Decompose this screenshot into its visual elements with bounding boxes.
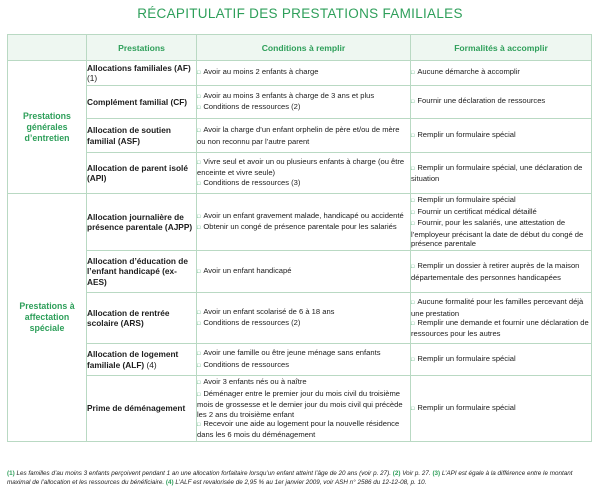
prestation-name xyxy=(87,119,197,153)
checkbox-bullet-icon: □ xyxy=(197,93,201,100)
formalite-text: Remplir une demande et fournir une déclaration de ressources pour les autres xyxy=(411,318,589,339)
condition-item xyxy=(197,377,410,388)
formalites-cell xyxy=(411,251,592,293)
condition-item xyxy=(197,419,410,440)
table-row xyxy=(8,194,592,251)
footnote-ref: (4) xyxy=(144,359,157,370)
condition-item xyxy=(197,307,410,318)
condition-item xyxy=(197,222,410,233)
formalite-text: Remplir un dossier à retirer auprès de la maison départementale des personnes handicapées xyxy=(411,261,580,282)
table-row xyxy=(8,344,592,376)
footnote-text: Les familles d’au moins 3 enfants perçoivent pendant 1 an une allocation forfaitaire lorsqu’un enfant atteint l’âge de 20 ans (voir p. 27). xyxy=(14,470,393,477)
formalite-text: Fournir un certificat médical détaillé xyxy=(417,206,537,216)
checkbox-bullet-icon: □ xyxy=(411,70,415,77)
condition-item xyxy=(197,91,410,102)
document-title: RÉCAPITULATIF DES PRESTATIONS FAMILIALES xyxy=(137,6,463,21)
formalite-item xyxy=(411,163,591,184)
condition-text: Recevoir une aide au logement pour la nouvelle résidence dans les 6 mois du déménagement xyxy=(197,418,400,440)
table-row xyxy=(8,119,592,153)
conditions-cell xyxy=(197,119,411,153)
condition-text: Vivre seul et avoir un ou plusieurs enfants à charge (ou être enceinte et vivre seule) xyxy=(197,156,405,178)
formalite-text: Aucune formalité pour les familles percevant déjà une prestation xyxy=(411,297,584,318)
formalites-cell xyxy=(411,86,592,119)
condition-text: Avoir un enfant handicapé xyxy=(203,265,292,275)
conditions-cell xyxy=(197,293,411,344)
footnote-ref: (1) xyxy=(87,73,98,83)
prestation-name-text: Prime de déménagement xyxy=(87,403,186,414)
formalite-text: Fournir, pour les salariés, une attestation de l’employeur précisant la date de début du congé de présence parentale xyxy=(411,218,584,249)
condition-item xyxy=(197,348,410,359)
prestation-name-text: Allocation de parent isolé (API) xyxy=(87,162,188,183)
formalite-text: Remplir un formulaire spécial xyxy=(417,195,516,205)
condition-text: Avoir au moins 3 enfants à charge de 3 ans et plus xyxy=(203,90,375,100)
footnote-mark: (2) xyxy=(392,470,401,477)
formalite-item xyxy=(411,195,591,206)
prestation-name xyxy=(87,153,197,194)
checkbox-bullet-icon: □ xyxy=(411,300,415,307)
formalite-item xyxy=(411,297,591,318)
prestation-name-text: Allocation d’éducation de l’enfant handicapé (ex-AES) xyxy=(87,256,188,287)
condition-item xyxy=(197,125,410,146)
formalite-text: Remplir un formulaire spécial xyxy=(417,129,516,139)
checkbox-bullet-icon: □ xyxy=(197,225,201,231)
checkbox-bullet-icon: □ xyxy=(197,421,201,428)
category-label: Prestations à affectation spéciale xyxy=(8,194,87,442)
checkbox-bullet-icon: □ xyxy=(411,198,415,205)
prestation-name xyxy=(87,376,197,442)
conditions-cell xyxy=(197,153,411,194)
checkbox-bullet-icon: □ xyxy=(197,362,201,369)
prestation-name-text: Allocation de rentrée scolaire (ARS) xyxy=(87,307,170,328)
conditions-cell xyxy=(197,86,411,119)
prestation-name-text: Allocations familiales (AF) xyxy=(87,62,191,73)
formalite-item xyxy=(411,207,591,218)
prestation-name-text: Complément familial (CF) xyxy=(87,96,188,107)
formalite-item xyxy=(411,96,591,107)
checkbox-bullet-icon: □ xyxy=(197,128,201,135)
condition-item xyxy=(197,102,410,113)
table-row xyxy=(8,61,592,86)
footnote-text: L’ALF est revalorisée de 2,95 % au 1er janvier 2009, voir ASH n° 2586 du 12-12-08, p. 10. xyxy=(173,479,427,487)
checkbox-bullet-icon: □ xyxy=(411,321,415,327)
condition-item xyxy=(197,157,410,178)
condition-item xyxy=(197,67,410,78)
condition-text: Conditions de ressources (2) xyxy=(203,102,301,111)
checkbox-bullet-icon: □ xyxy=(197,105,201,111)
header-conditions: Conditions à remplir xyxy=(197,35,411,61)
footnote-mark: (3) xyxy=(432,470,441,477)
checkbox-bullet-icon: □ xyxy=(197,380,201,387)
prestation-name xyxy=(87,293,197,344)
header-formalites: Formalités à accomplir xyxy=(411,35,592,61)
formalite-text: Remplir un formulaire spécial, une déclaration de situation xyxy=(411,162,583,183)
formalite-item xyxy=(411,218,591,248)
table-header-row xyxy=(8,35,592,61)
prestation-name-text: Allocation de logement familiale (ALF) xyxy=(87,349,179,370)
condition-text: Conditions de ressources (2) xyxy=(203,318,301,327)
condition-item xyxy=(197,211,410,222)
checkbox-bullet-icon: □ xyxy=(411,132,415,139)
header-blank xyxy=(8,35,87,61)
condition-text: Obtenir un congé de présence parentale pour les salariés xyxy=(203,222,397,231)
condition-text: Avoir la charge d’un enfant orphelin de père et/ou de mère ou non reconnu par l’autre parent xyxy=(197,125,400,146)
table-row xyxy=(8,251,592,293)
formalites-cell xyxy=(411,119,592,153)
condition-item xyxy=(197,389,410,419)
checkbox-bullet-icon: □ xyxy=(197,159,201,166)
checkbox-bullet-icon: □ xyxy=(197,321,201,327)
table-row xyxy=(8,293,592,344)
header-prestations: Prestations xyxy=(87,35,197,61)
formalite-item xyxy=(411,354,591,365)
table-row xyxy=(8,153,592,194)
conditions-cell xyxy=(197,61,411,86)
formalite-item xyxy=(411,318,591,339)
formalite-item xyxy=(411,67,591,78)
formalite-text: Remplir un formulaire spécial xyxy=(417,402,516,412)
formalites-cell xyxy=(411,153,592,194)
checkbox-bullet-icon: □ xyxy=(197,180,201,187)
category-label: Prestations générales d’entretien xyxy=(8,61,87,194)
formalite-item xyxy=(411,261,591,282)
footnote-text: Voir p. 27. xyxy=(400,470,433,477)
prestation-name xyxy=(87,344,197,376)
formalites-cell xyxy=(411,61,592,86)
formalites-cell xyxy=(411,194,592,251)
prestation-name xyxy=(87,251,197,293)
prestation-name xyxy=(87,61,197,86)
formalite-text: Remplir un formulaire spécial xyxy=(417,353,516,363)
condition-item xyxy=(197,318,410,329)
checkbox-bullet-icon: □ xyxy=(411,99,415,106)
prestation-name xyxy=(87,194,197,251)
conditions-cell xyxy=(197,251,411,293)
condition-text: Avoir une famille ou être jeune ménage sans enfants xyxy=(203,348,381,358)
checkbox-bullet-icon: □ xyxy=(197,213,201,220)
formalite-item xyxy=(411,130,591,141)
footnote-mark: (1) xyxy=(7,470,15,477)
formalite-text: Aucune démarche à accomplir xyxy=(417,67,520,77)
condition-item xyxy=(197,266,410,277)
table-row xyxy=(8,376,592,442)
checkbox-bullet-icon: □ xyxy=(197,391,201,398)
condition-text: Avoir 3 enfants nés ou à naître xyxy=(203,377,307,387)
conditions-cell xyxy=(197,376,411,442)
footnotes xyxy=(7,469,593,488)
condition-item xyxy=(197,360,410,371)
benefits-table xyxy=(7,34,592,442)
prestation-name-text: Allocation de soutien familial (ASF) xyxy=(87,125,171,146)
condition-text: Avoir un enfant scolarisé de 6 à 18 ans xyxy=(203,306,335,316)
checkbox-bullet-icon: □ xyxy=(411,405,415,412)
table-body xyxy=(8,61,592,442)
checkbox-bullet-icon: □ xyxy=(411,209,415,216)
formalite-item xyxy=(411,403,591,414)
checkbox-bullet-icon: □ xyxy=(411,264,415,271)
conditions-cell xyxy=(197,194,411,251)
conditions-cell xyxy=(197,344,411,376)
checkbox-bullet-icon: □ xyxy=(411,221,415,228)
condition-text: Conditions de ressources (3) xyxy=(203,177,301,187)
condition-text: Avoir au moins 2 enfants à charge xyxy=(203,67,319,77)
formalite-text: Fournir une déclaration de ressources xyxy=(417,96,546,106)
checkbox-bullet-icon: □ xyxy=(411,356,415,363)
checkbox-bullet-icon: □ xyxy=(197,309,201,316)
condition-text: Avoir un enfant gravement malade, handicapé ou accidenté xyxy=(203,210,404,220)
prestation-name-text: Allocation journalière de présence parentale (AJPP) xyxy=(87,211,193,232)
table-row xyxy=(8,86,592,119)
footnote-text: L’API est égale à la différence entre le montant maximal de l’allocation et les ressources du bénéficiaire. xyxy=(7,470,573,487)
checkbox-bullet-icon: □ xyxy=(197,351,201,358)
footnote-mark: (4) xyxy=(165,479,174,487)
formalites-cell xyxy=(411,344,592,376)
condition-text: Déménager entre le premier jour du mois civil du troisième mois de grossesse et le dernier jour du mois civil qui précède les 2 ans du troisième enfant xyxy=(197,388,403,419)
formalites-cell xyxy=(411,293,592,344)
checkbox-bullet-icon: □ xyxy=(411,165,415,172)
condition-text: Conditions de ressources xyxy=(203,359,290,369)
condition-item xyxy=(197,178,410,189)
prestation-name xyxy=(87,86,197,119)
formalites-cell xyxy=(411,376,592,442)
checkbox-bullet-icon: □ xyxy=(197,70,201,77)
checkbox-bullet-icon: □ xyxy=(197,268,201,275)
